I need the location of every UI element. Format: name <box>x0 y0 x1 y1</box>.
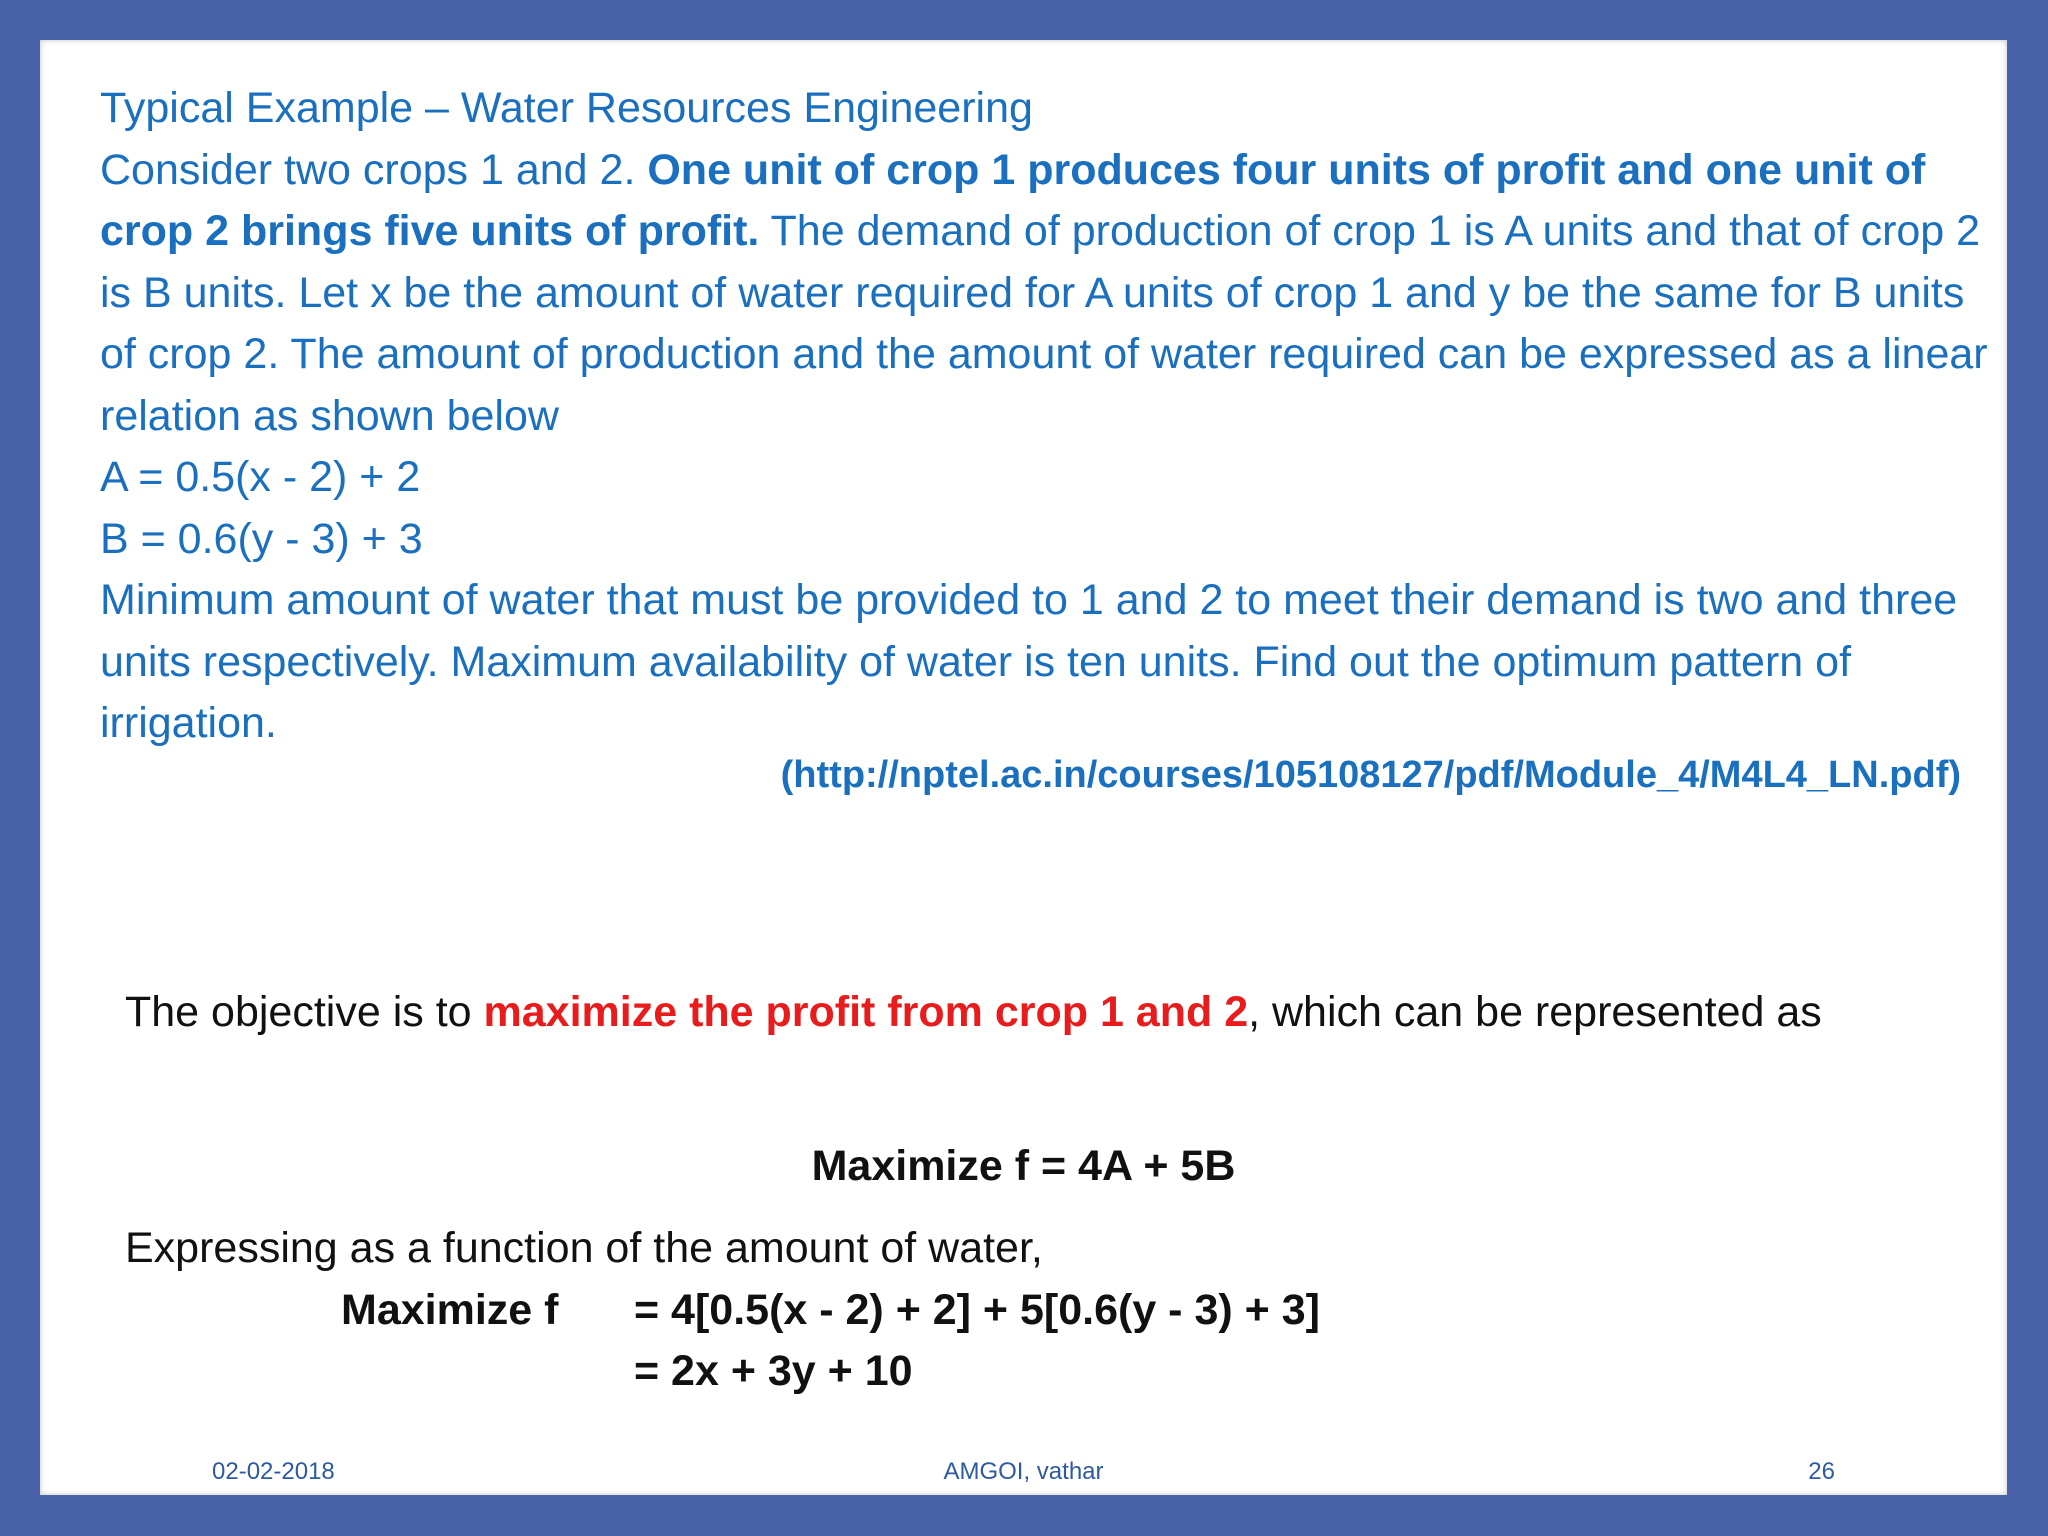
objective-equation: Maximize f = 4A + 5B <box>811 1142 1236 1190</box>
footer-date: 02-02-2018 <box>212 1458 335 1485</box>
objective-paragraph <box>125 982 1955 1044</box>
problem-statement <box>100 78 2000 755</box>
problem-description: The demand of production of crop 1 is A units and that of crop 2 is B units. Let x be the amount of water required for A units of crop 1 and y be the same for B units of crop 2. The amount of production and the amount of water required can be expressed as a linear relation as shown below <box>100 207 1988 440</box>
objective-suffix: , which can be represented as <box>1248 988 1822 1036</box>
expansion-line-2: = 2x + 3y + 10 <box>634 1347 913 1395</box>
objective-prefix: The objective is to <box>125 988 484 1036</box>
express-text: Expressing as a function of the amount of water, <box>125 1224 1043 1272</box>
objective-highlight: maximize the profit from crop 1 and 2 <box>483 988 1249 1036</box>
equation-a: A = 0.5(x - 2) + 2 <box>100 453 421 501</box>
expansion-line-1: = 4[0.5(x - 2) + 2] + 5[0.6(y - 3) + 3] <box>634 1286 1320 1334</box>
equation-b: B = 0.6(y - 3) + 3 <box>100 514 423 563</box>
problem-intro: Consider two crops 1 and 2. <box>100 145 648 194</box>
maximize-label: Maximize f <box>341 1286 559 1334</box>
problem-constraints: Minimum amount of water that must be provided to 1 and 2 to meet their demand is two and three units respectively. Maximum availability of water is ten units. Find out the optimum pattern of irrigation. <box>100 576 1958 747</box>
footer-page-number: 26 <box>1808 1458 1835 1485</box>
source-link[interactable]: (http://nptel.ac.in/courses/105108127/pdf/Module_4/M4L4_LN.pdf) <box>780 754 1961 796</box>
objective-statement <box>125 982 1955 1044</box>
slide <box>40 40 2007 1495</box>
footer-institution: AMGOI, vathar <box>943 1458 1104 1485</box>
problem-bold-statement: One unit of crop 1 produces four units of profit and one unit of crop 2 brings five units of profit. <box>100 145 1926 255</box>
problem-paragraph <box>100 140 2000 448</box>
problem-title: Typical Example – Water Resources Engineering <box>100 84 1033 132</box>
